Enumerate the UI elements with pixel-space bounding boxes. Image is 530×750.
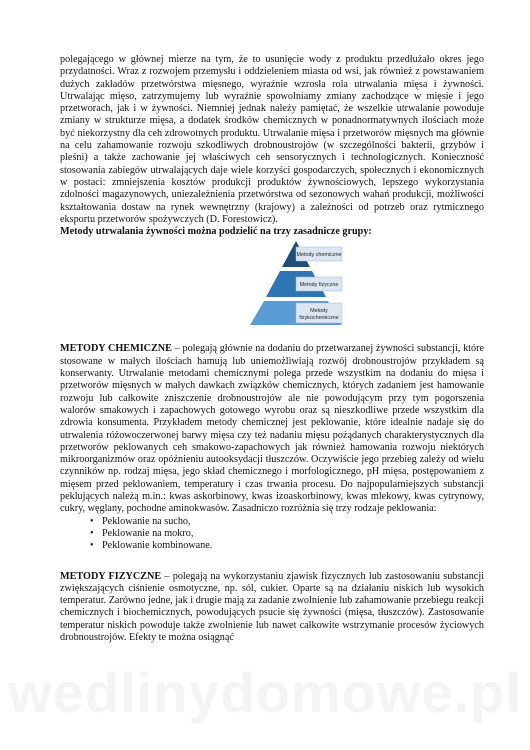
document-page (60, 54, 484, 644)
spacer (60, 553, 484, 571)
chemical-methods-body: – polegają głównie na dodaniu do przetwarzanej żywności substancji, które stosowane w małych ilościach hamują lub uniemożliwiają rozwój drobnoustrojów przykładem są konserwanty. Utrwalanie metodami chemicznymi polega przede wszystkim na dodaniu do mięsa i przetworów mięsnych w małych dawkach związków chemicznych, których zadaniem jest hamowanie rozwoju lub całkowite zniszczenie drobnoustrojów ale nie powodującym przy tym pogorszenia walorów smakowych i zapachowych gotowego wyrobu oraz są nieszkodliwe przede wszystkim dla zdrowia konsumenta. Przykładem metody chemicznej jest peklowanie, które idealnie nadaje się do utrwalenia różowoczerwonej barwy mięsa czy też nadaniu mięsu pożądanych charakterystycznych dla przetworów peklowanych ceh smakowo-zapachowych jak również hamowania rozwoju niektórych mikroorganizmów oraz opóźnieniu autooksydacji tłuszczów. Oczywiście jego przebieg zależy od wielu czynników np. rodzaj mięsa, jego skład chemicznego i morfologicznego, pH mięsa, postępowaniem z mięsem przed peklowaniem, temperatury i czas trwania procesu. Do najpopularniejszych substancji peklujących należą m.in.: kwas askorbinowy, kwas izoaskorbinowy, kwas mlekowy, kwas cytrynowy, cukry, węglany, pochodne aminokwasów. Zasadniczo rozróżnia się trzy rodzaje peklowania: (60, 343, 484, 515)
physical-methods-body: – polegają na wykorzystaniu zjawisk fizycznych lub zastosowaniu substancji zwiększających ciśnienie osmotyczne, np. sól, cukier. Oparte są na działaniu niskich lub wysokich temperatur. Zarówno jedne, jak i drugie mają za zadanie zwolnienie lub zahamowanie przebiegu reakcji chemicznych i biochemicznych, powodujących psucie się żywności (mięsa, tłuszczów). Zastosowanie temperatur niskich powoduje także zwolnienie lub nawet całkowite wstrzymanie procesów życiowych drobnoustrojów. Efekty te można osiągnąć (60, 570, 484, 643)
level-label-physicochemical-line1: Metody (310, 308, 328, 315)
site-watermark: wedlinydomowe.pl (8, 661, 522, 724)
level-label-physical: Metody fizyczne (299, 282, 339, 289)
methods-heading: Metody utrwalania żywności można podzielić na trzy zasadnicze grupy: (60, 226, 372, 238)
physical-methods-paragraph (60, 571, 484, 645)
list-item: • Peklowanie na mokro, (90, 528, 484, 540)
level-label-physicochemical-line2: fizykochemiczne (299, 315, 339, 322)
list-item: • Peklowanie kombinowane. (90, 540, 484, 552)
curing-types-list (60, 516, 484, 553)
list-item: • Peklowanie na sucho, (90, 516, 484, 528)
pyramid-graphic (232, 241, 360, 325)
intro-paragraph: polegającego w głównej mierze na tym, że to usunięcie wody z produktu przedłużało okres jego przydatności. Wraz z rozwojem przemysłu i oddzieleniem miasta od wsi, jak również z powstawaniem dużych zakładów przetwórstwa mięsnego, wyraźnie wzrosła rola utrwalania mięsa i żywności. Utrwalając mięso, zatrzymujemy lub wyraźnie spowolniamy zmiany zachodzące w mięsie i jego przetworach, jak i w żywności. Niemniej jednak należy pamiętać, że wszelkie utrwalanie powoduje zmiany w strukturze mięsa, a dodatek środków chemicznych w ponadnormatywnych ilościach może być niekorzystny dla ceh zdrowotnych produktu. Utrwalanie mięsa i przetworów mięsnych ma głównie na celu zahamowanie rozwoju szkodliwych drobnoustrojów (w szczególności bakterii, grzybów i pleśni) a także zachowanie jej właściwych ceh sensorycznych i technologicznych. Konieczność stosowania zabiegów utrwalających daje wiele korzyści gospodarczych, społecznych i ekonomicznych w postaci: zmniejszenia kosztów produkcji produktów żywnościowych, lepszego wykorzystania zdolności magazynowych, uniezależnienia przetwórstwa od sezonowych wahań produkcji, możliwości kształtowania dostaw na rynek wewnętrzny (krajowy) a zależności od potrzeb oraz rytmicznego eksportu przetworów spożywczych (D. Forestowicz). (60, 54, 484, 225)
chemical-methods-title: METODY CHEMICZNE (60, 343, 172, 355)
spacer (60, 331, 484, 343)
physical-methods-title: METODY FIZYCZNE (60, 570, 162, 582)
chemical-methods-paragraph (60, 343, 484, 515)
level-label-chemical: Metody chemiczne (296, 252, 342, 259)
methods-pyramid-diagram (60, 241, 484, 325)
